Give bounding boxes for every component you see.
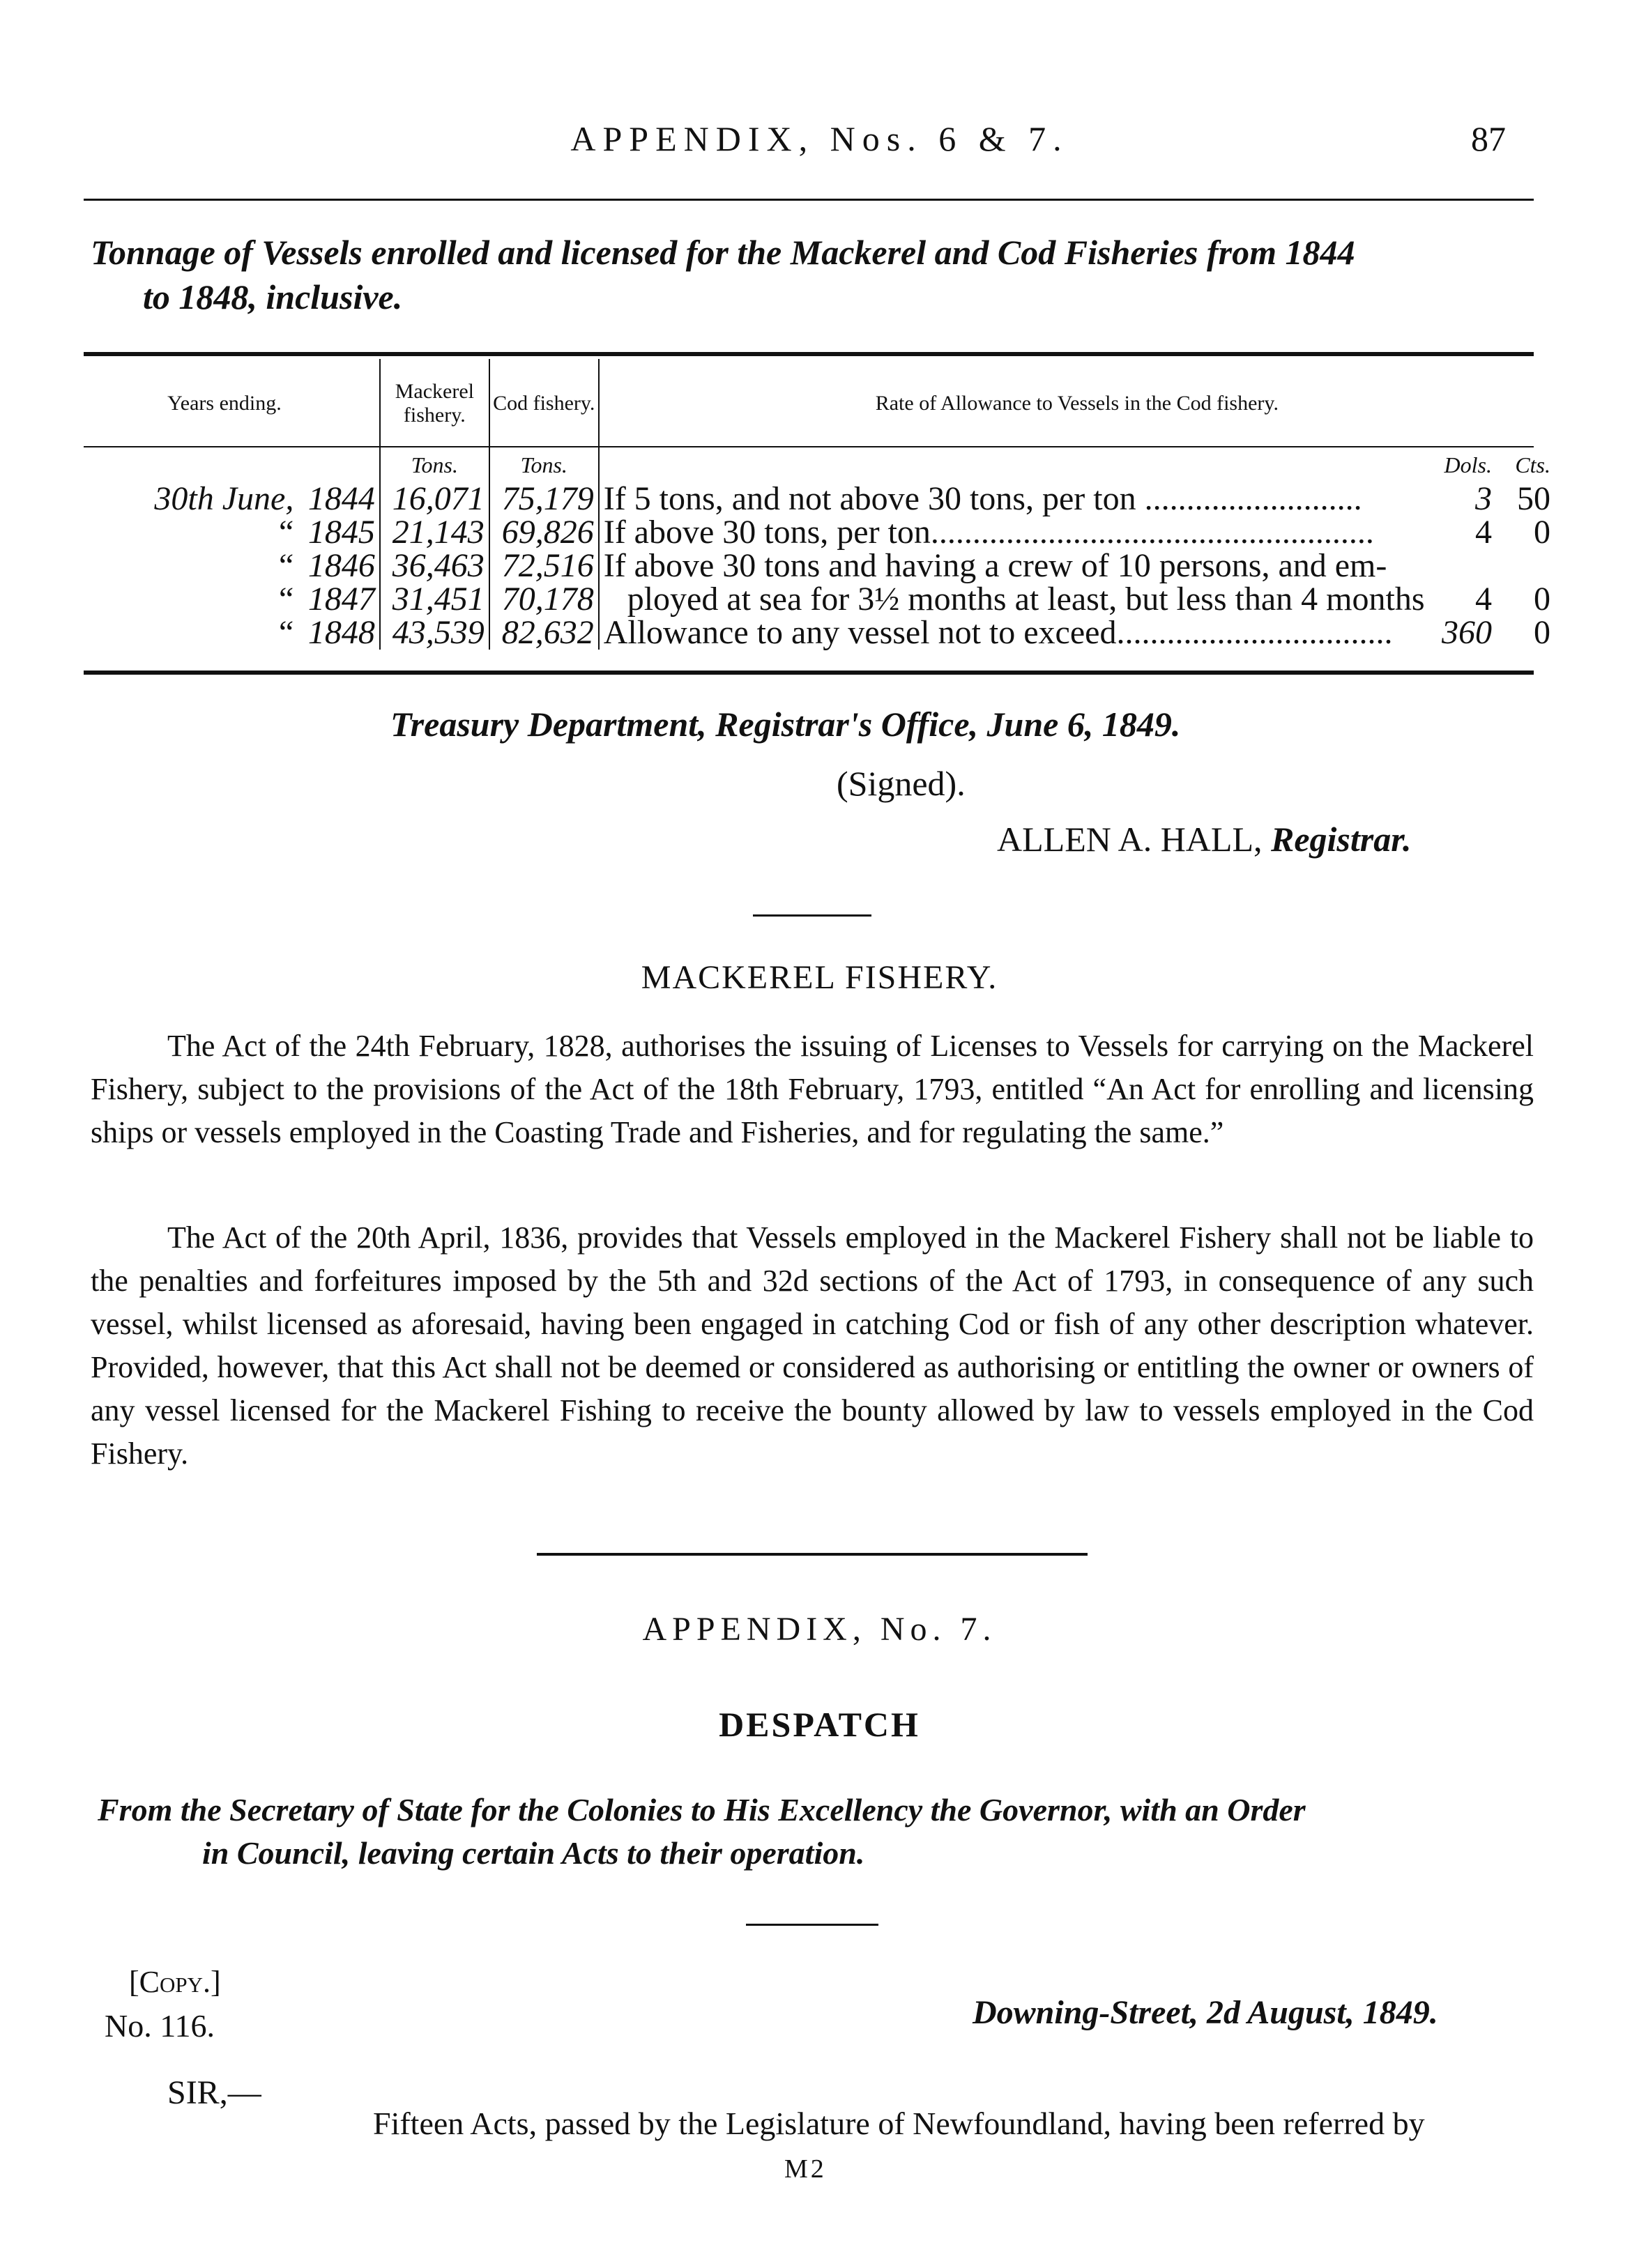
section-divider: [753, 914, 871, 917]
signature-line: [997, 819, 1411, 859]
row-year: 1844: [307, 480, 375, 517]
table-row: [70, 583, 1555, 616]
unit-cod: Tons.: [489, 447, 599, 482]
row-prefix: “: [279, 614, 294, 651]
signature-office: Treasury Department, Registrar's Office, June 6, 1849.: [390, 705, 1181, 744]
header-years: Years ending.: [167, 391, 282, 415]
header-rule: [84, 199, 1534, 201]
row-cod: 72,516: [489, 549, 599, 583]
table-row: [70, 516, 1555, 549]
row-year: 1845: [307, 514, 375, 551]
table-header-row: [70, 359, 1555, 447]
unit-cts: Cts.: [1515, 452, 1550, 477]
row-year: 1846: [307, 547, 375, 584]
units-row: [70, 447, 1555, 482]
row-rate: If above 30 tons, per ton.....................................................: [599, 516, 1429, 549]
row-cod: 82,632: [489, 616, 599, 650]
row-mackerel: 31,451: [380, 583, 489, 616]
table-title: [91, 230, 1541, 319]
row-dols: 4: [1475, 514, 1492, 551]
row-year: 1848: [307, 614, 375, 651]
despatch-description-line-2: in Council, leaving certain Acts to their operation.: [202, 1835, 865, 1871]
row-rate: If 5 tons, and not above 30 tons, per ton ..........................: [599, 482, 1429, 516]
row-mackerel: 43,539: [380, 616, 489, 650]
running-header: APPENDIX, Nos. 6 & 7.: [570, 119, 1069, 158]
letter-place-date: Downing-Street, 2d August, 1849.: [973, 1994, 1438, 2031]
row-prefix: “: [279, 514, 294, 551]
header-cod: Cod fishery.: [489, 359, 599, 447]
unit-mackerel: Tons.: [380, 447, 489, 482]
row-cts: 0: [1534, 614, 1550, 651]
table-title-line-2: to 1848, inclusive.: [143, 277, 403, 316]
row-mackerel: 16,071: [380, 482, 489, 516]
appendix-divider: [537, 1553, 1088, 1556]
signature-signed: (Signed).: [837, 764, 966, 803]
header-rate: Rate of Allowance to Vessels in the Cod fishery.: [599, 359, 1555, 447]
row-dols: 4: [1475, 581, 1492, 618]
despatch-description-line-1: From the Secretary of State for the Colonies to His Excellency the Governor, with an Order: [98, 1792, 1306, 1828]
despatch-heading: DESPATCH: [719, 1705, 920, 1744]
row-cts: [1496, 549, 1555, 583]
row-cod: 70,178: [489, 583, 599, 616]
signature-role: Registrar.: [1271, 820, 1412, 859]
row-prefix: “: [279, 547, 294, 584]
mackerel-paragraph-2: The Act of the 20th April, 1836, provides that Vessels employed in the Mackerel Fishery shall not be liable to the penalties and forfeitures imposed by the 5th and 32d sections of the Act of 1793, in consequence of any such vessel, whilst licensed as aforesaid, having been engaged in catching Cod or fish of any other description whatever. Provided, however, that this Act shall not be deemed or considered as authorising or entitling the owner or owners of any vessel licensed for the Mackerel Fishing to receive the bounty allowed by law to vessels employed in the Cod Fishery.: [91, 1220, 1534, 1471]
copy-label: [Copy.]: [129, 1965, 221, 1999]
row-prefix: 30th June,: [154, 480, 294, 517]
row-dols: [1429, 549, 1496, 583]
letter-divider: [746, 1924, 878, 1926]
row-mackerel: 36,463: [380, 549, 489, 583]
row-rate: ployed at sea for 3½ months at least, but less than 4 months: [599, 583, 1429, 616]
mackerel-paragraph-1: The Act of the 24th February, 1828, authorises the issuing of Licenses to Vessels for carrying on the Mackerel Fishery, subject to the provisions of the Act of the 18th February, 1793, entitled “An Act for enrolling and licensing ships or vessels employed in the Coasting Trade and Fisheries, and for regulating the same.”: [91, 1029, 1534, 1149]
table-row: [70, 616, 1555, 650]
unit-dols: Dols.: [1444, 452, 1492, 477]
signature-mark: M2: [784, 2154, 827, 2184]
row-cts: 0: [1534, 581, 1550, 618]
mackerel-heading: MACKEREL FISHERY.: [641, 959, 998, 996]
row-mackerel: 21,143: [380, 516, 489, 549]
signature-name: ALLEN A. HALL,: [997, 820, 1263, 859]
row-rate: Allowance to any vessel not to exceed.................................: [599, 616, 1429, 650]
table-top-rule: [84, 352, 1534, 356]
letter-first-line: Fifteen Acts, passed by the Legislature of Newfoundland, having been referred by: [373, 2106, 1425, 2141]
header-mackerel: Mackerel fishery.: [380, 359, 489, 447]
tonnage-table: [70, 359, 1555, 650]
letter-salutation: SIR,—: [167, 2074, 261, 2111]
row-cts: 50: [1517, 480, 1550, 517]
table-bottom-rule: [84, 671, 1534, 675]
row-prefix: “: [279, 581, 294, 618]
row-cod: 75,179: [489, 482, 599, 516]
despatch-number: No. 116.: [105, 2008, 215, 2044]
table-row: [70, 482, 1555, 516]
page-number: 87: [1471, 119, 1506, 158]
table-row: [70, 549, 1555, 583]
table-title-line-1: Tonnage of Vessels enrolled and licensed for the Mackerel and Cod Fisheries from 1844: [91, 233, 1355, 272]
row-year: 1847: [307, 581, 375, 618]
row-rate: If above 30 tons and having a crew of 10 persons, and em-: [599, 549, 1429, 583]
row-cts: 0: [1534, 514, 1550, 551]
row-dols: 360: [1442, 614, 1492, 651]
row-dols: 3: [1475, 480, 1492, 517]
row-cod: 69,826: [489, 516, 599, 549]
appendix-7-heading: APPENDIX, No. 7.: [642, 1611, 997, 1648]
